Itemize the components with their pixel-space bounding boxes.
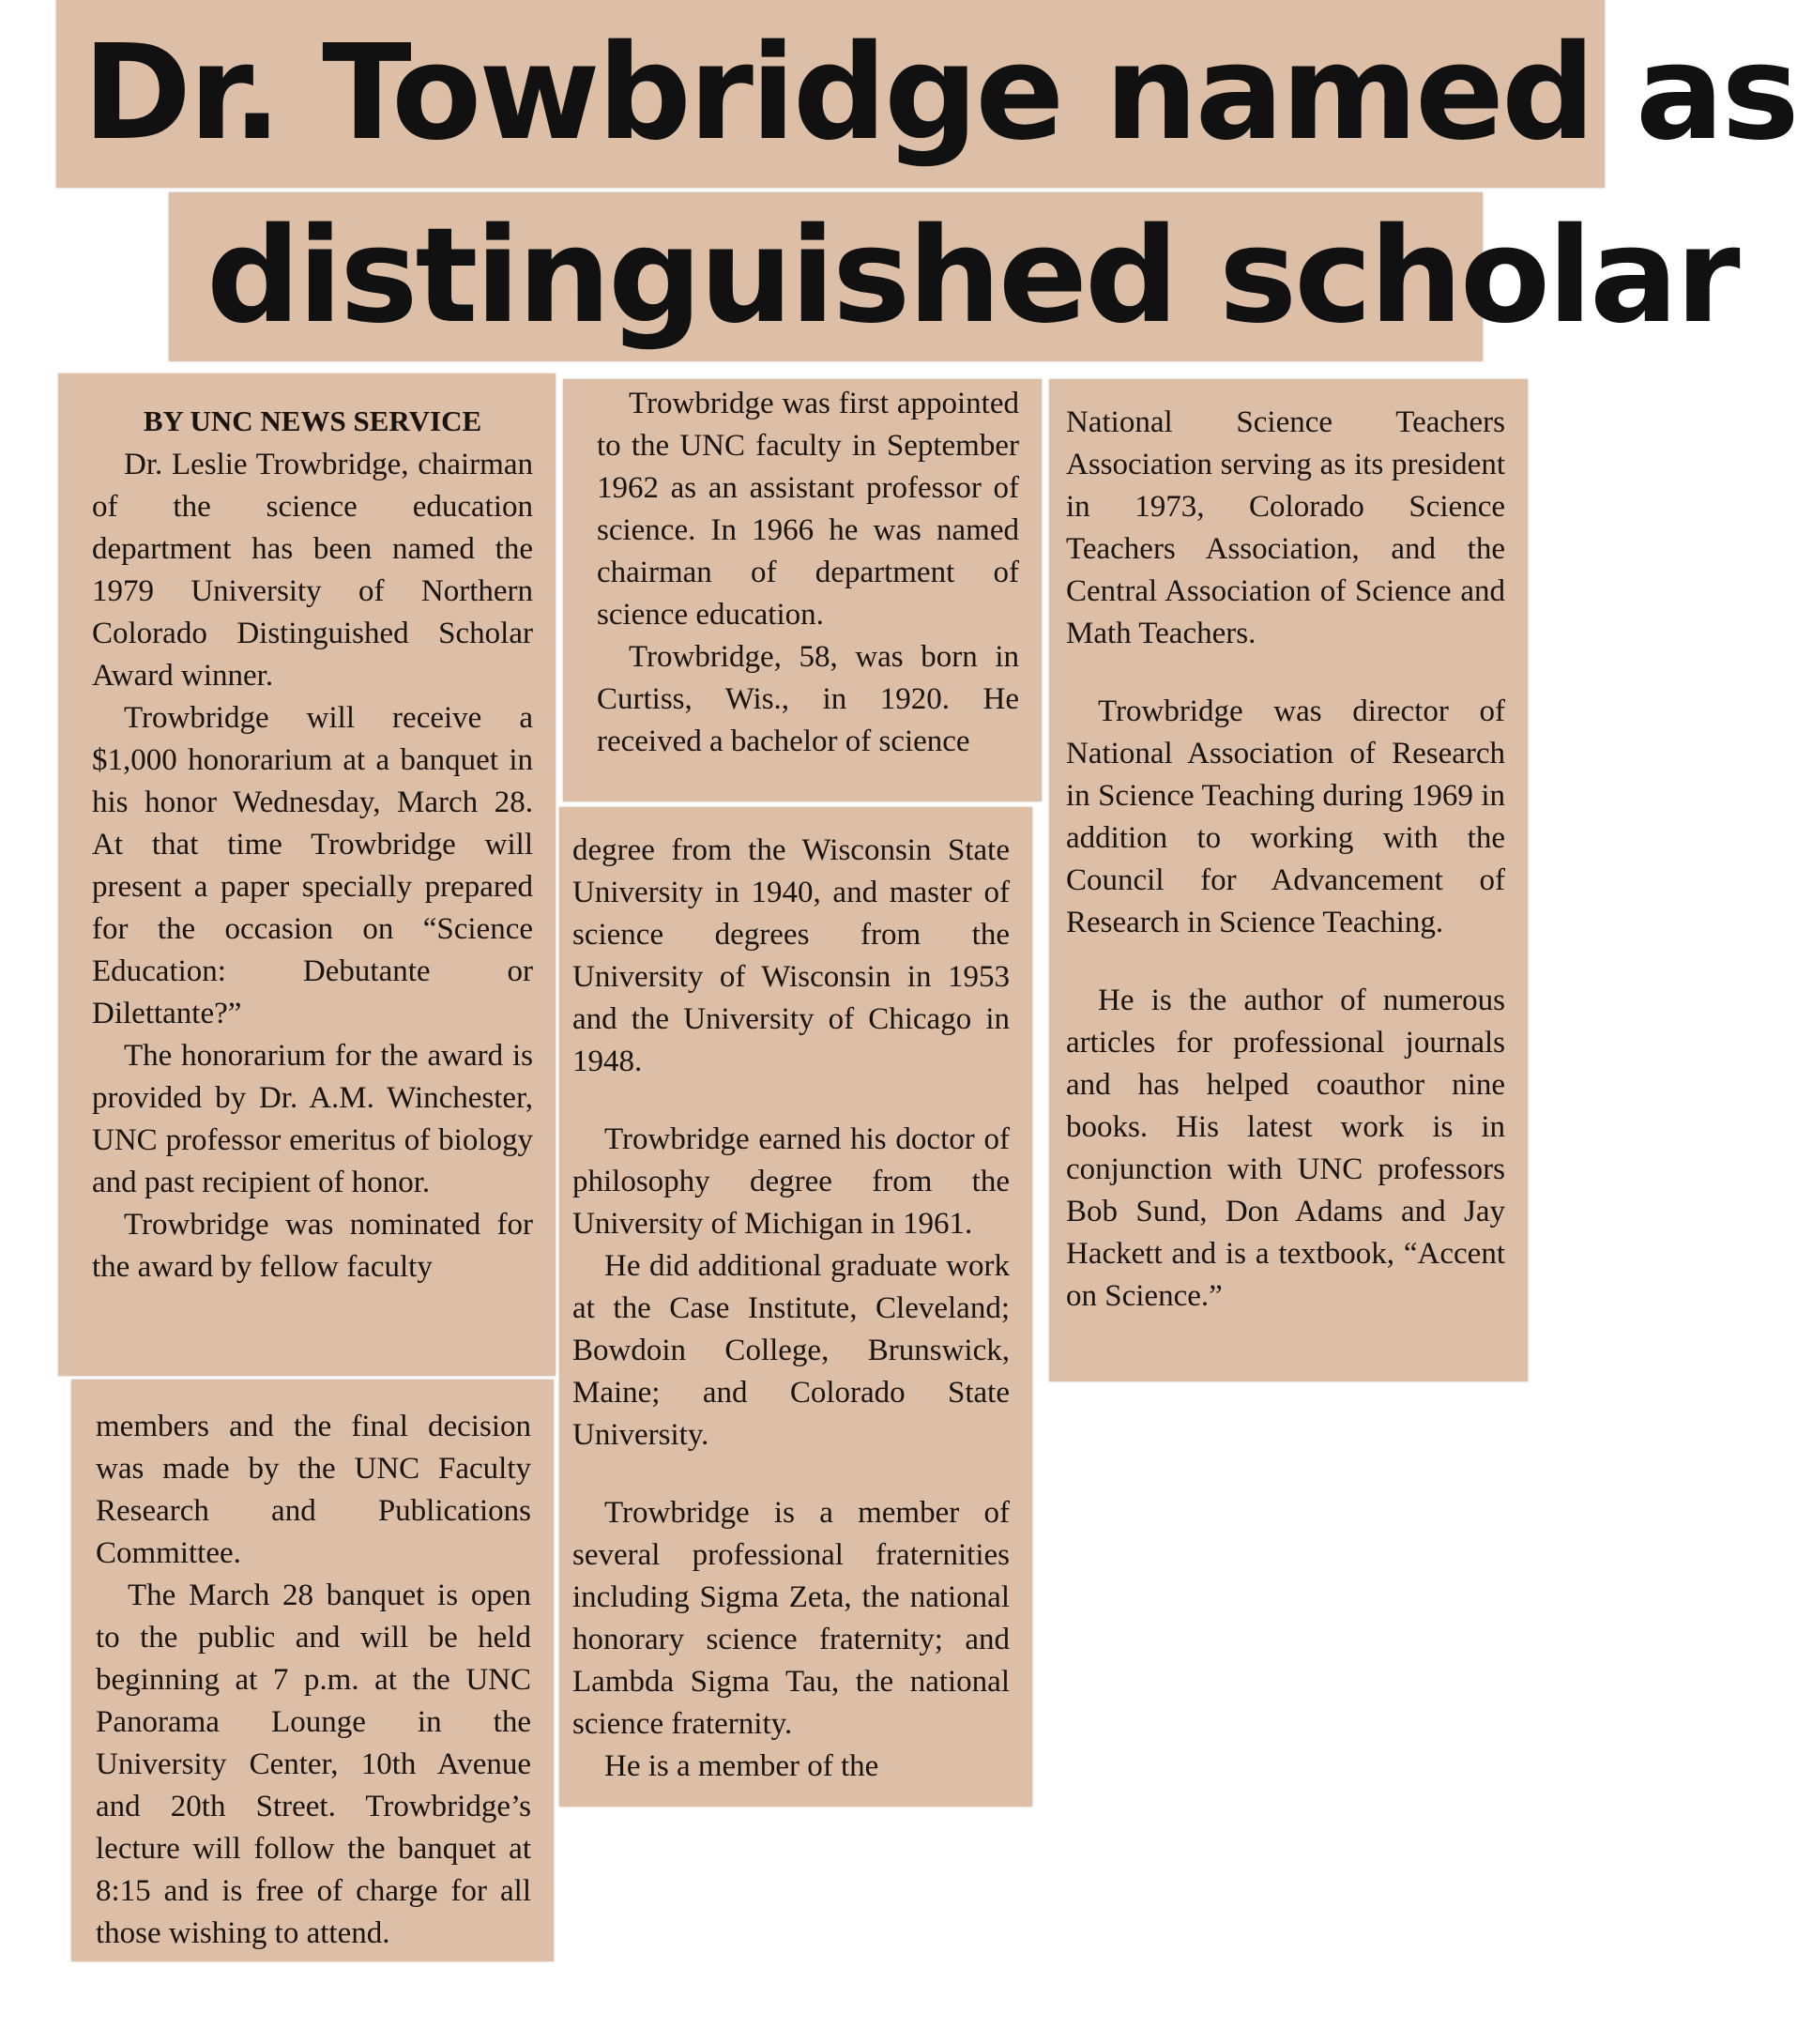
article-column-3 xyxy=(1049,379,1528,1381)
headline-text-1: Dr. Towbridge named as xyxy=(83,17,1797,170)
paragraph: Trowbridge, 58, was born in Curtiss, Wis., in 1920. He received a bachelor of science xyxy=(597,640,1019,758)
paragraph: Trowbridge earned his doctor of philosophy degree from the University of Michigan in 1961. xyxy=(572,1122,1010,1241)
paragraph: Trowbridge was nominated for the award by fellow faculty xyxy=(92,1208,533,1284)
headline-line-1 xyxy=(56,0,1797,188)
paragraph: Trowbridge is a member of several professional fraternities including Sigma Zeta, the national honorary science fraternity; and Lambda Sigma Tau, the national science fraternity. xyxy=(572,1496,1010,1741)
paragraph: Trowbridge will receive a $1,000 honorarium at a banquet in his honor Wednesday, March 28. At that time Trowbridge will present a paper specially prepared for the occasion on “Science Education: Debutante or Dilettante?” xyxy=(92,701,533,1030)
article-column-1-bottom xyxy=(71,1380,554,1961)
headline-line-2 xyxy=(169,192,1738,361)
paragraph: He is a member of the xyxy=(604,1749,879,1783)
article-column-2-bottom xyxy=(559,807,1032,1807)
article-column-2-top xyxy=(563,379,1042,801)
paragraph: He did additional graduate work at the Case Institute, Cleveland; Bowdoin College, Brunswick, Maine; and Colorado State University. xyxy=(572,1249,1010,1452)
paragraph: The March 28 banquet is open to the public and will be held beginning at 7 p.m. at the UNC Panorama Lounge in the University Center, 10th Avenue and 20th Street. Trowbridge’s lecture will follow the banquet at 8:15 and is free of charge for all those wishing to attend. xyxy=(96,1579,531,1950)
paragraph: Trowbridge was director of National Association of Research in Science Teaching during 1969 in addition to working with the Council for Advancement of Research in Science Teaching. xyxy=(1066,694,1505,939)
paragraph: members and the final decision was made by the UNC Faculty Research and Publications Committee. xyxy=(96,1410,531,1570)
paragraph: degree from the Wisconsin State University in 1940, and master of science degrees from the University of Wisconsin in 1953 and the University of Chicago in 1948. xyxy=(572,833,1010,1078)
paragraph: Dr. Leslie Trowbridge, chairman of the science education department has been named the 1979 University of Northern Colorado Distinguished Scholar Award winner. xyxy=(92,448,533,693)
byline: BY UNC NEWS SERVICE xyxy=(143,404,482,437)
paragraph: The honorarium for the award is provided by Dr. A.M. Winchester, UNC professor emeritus of biology and past recipient of honor. xyxy=(92,1039,533,1199)
paragraph: Trowbridge was first appointed to the UNC faculty in September 1962 as an assistant professor of science. In 1966 he was named chairman of department of science education. xyxy=(597,387,1019,632)
paragraph: National Science Teachers Association serving as its president in 1973, Colorado Science Teachers Association, and the Central Association of Science and Math Teachers. xyxy=(1066,405,1505,650)
article-column-1-top xyxy=(58,374,556,1376)
paragraph: He is the author of numerous articles for professional journals and has helped coauthor nine books. His latest work is in conjunction with UNC professors Bob Sund, Don Adams and Jay Hackett and is a textbook, “Accent on Science.” xyxy=(1066,984,1505,1313)
headline-text-2: distinguished scholar xyxy=(206,200,1738,353)
